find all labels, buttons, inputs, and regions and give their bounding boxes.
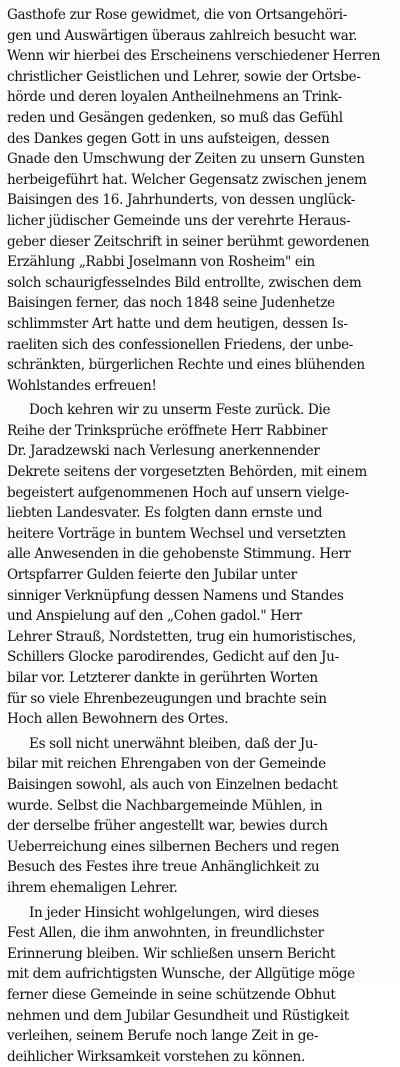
text-line: wurde. Selbst die Nachbargemeinde Mühlen, in (7, 797, 323, 814)
text-line: Baisingen sowohl, als auch von Einzelnen bedacht (7, 776, 338, 793)
text-line: Doch kehren wir zu unserm Feste zurück. Die (29, 402, 331, 419)
text-line: verleihen, seinem Berufe noch lange Zeit in ge- (7, 1028, 319, 1045)
text-line: hörde und deren loyalen Antheilnehmens an Trink- (7, 89, 342, 106)
text-line: reden und Gesängen gedenken, so muß das Gefühl (7, 109, 343, 126)
text-line: herbeigeführt hat. Welcher Gegensatz zwischen jenem (7, 171, 367, 188)
text-line: der derselbe früher angestellt war, bewies durch (7, 818, 328, 835)
text-line: heitere Vorträge in buntem Wechsel und versetzten (7, 525, 346, 542)
text-line: Erinnerung bleiben. Wir schließen unsern Bericht (7, 945, 336, 962)
text-line: bilar mit reichen Ehrengaben von der Gemeinde (7, 756, 326, 773)
text-line: Besuch des Festes ihre treue Anhänglichkeit zu (7, 859, 320, 876)
text-line: raeliten sich des confessionellen Friedens, der unbe- (7, 336, 354, 353)
text-line: christlicher Geistlichen und Lehrer, sowie der Ortsbe- (7, 68, 361, 85)
text-line: Gnade den Umschwung der Zeiten zu unsern Gunsten (7, 151, 365, 168)
text-line: Lehrer Strauß, Nordstetten, trug ein humoristisches, (7, 628, 357, 645)
text-line: solch schaurigfesselndes Bild entrollte, zwischen dem (7, 274, 362, 291)
text-line: und Anspielung auf den „Cohen gadol." Herr (7, 608, 302, 625)
text-line: deihlicher Wirksamkeit vorstehen zu können. (7, 1048, 305, 1065)
text-line: gen und Auswärtigen überaus zahlreich besucht war. (7, 27, 358, 44)
text-line: Es soll nicht unerwähnt bleiben, daß der Ju- (29, 735, 318, 752)
text-line: Gasthofe zur Rose gewidmet, die von Ortsangehöri- (7, 7, 347, 23)
article-paragraph (7, 903, 394, 1067)
text-line: Ueberreichung eines silbernen Bechers und regen (7, 838, 340, 855)
text-line: Ortspfarrer Gulden feierte den Jubilar unter (7, 567, 297, 584)
text-line: licher jüdischer Gemeinde uns der verehrte Heraus- (7, 212, 351, 229)
text-line: Dekrete seitens der vorgesetzten Behörden, mit einem (7, 464, 367, 481)
text-line: des Dankes gegen Gott in uns aufsteigen, dessen (7, 130, 330, 147)
article-text-column (7, 5, 394, 1067)
text-line: schlimmster Art hatte und dem heutigen, dessen Is- (7, 315, 348, 332)
text-line: Erzählung „Rabbi Joselmann von Rosheim" ein (7, 254, 315, 271)
text-line: für so viele Ehrenbezeugungen und brachte sein (7, 690, 327, 707)
article-paragraph (7, 5, 394, 396)
text-line: sinniger Verknüpfung dessen Namens und Standes (7, 587, 344, 604)
text-line: mit dem aufrichtigsten Wunsche, der Allgütige möge (7, 966, 355, 983)
text-line: geber dieser Zeitschrift in seiner berühmt gewordenen (7, 233, 370, 250)
text-line: bilar vor. Letzterer dankte in gerührten Worten (7, 670, 318, 686)
text-line: begeistert aufgenommenen Hoch auf unsern vielge- (7, 484, 349, 501)
text-line: Wohlstandes erfreuen! (7, 377, 157, 394)
text-line: Dr. Jaradzewski nach Verlesung anerkennender (7, 443, 320, 460)
text-line: Wenn wir hierbei des Erscheinens verschiedener Herren (7, 48, 381, 65)
text-line: Hoch allen Bewohnern des Ortes. (7, 711, 229, 728)
text-line: ferner diese Gemeinde in seine schützende Obhut (7, 986, 336, 1003)
text-line: In jeder Hinsicht wohlgelungen, wird dieses (29, 904, 319, 921)
text-line: schränkten, bürgerlichen Rechte und eines blühenden (7, 357, 365, 374)
text-line: Fest Allen, die ihm anwohnten, in freundlichster (7, 925, 324, 942)
text-line: Reihe der Trinksprüche eröffnete Herr Rabbiner (7, 422, 328, 439)
text-line: Schillers Glocke parodirendes, Gedicht auf den Ju- (7, 649, 339, 666)
article-paragraph (7, 400, 394, 730)
text-line: Baisingen des 16. Jahrhunderts, von dessen unglück- (7, 192, 356, 209)
text-line: liebten Landesvater. Es folgten dann ernste und (7, 505, 323, 522)
text-line: Baisingen ferner, das noch 1848 seine Judenhetze (7, 295, 335, 312)
text-line: ihrem ehemaligen Lehrer. (7, 879, 178, 896)
article-paragraph (7, 734, 394, 899)
text-line: alle Anwesenden in die gehobenste Stimmung. Herr (7, 546, 351, 563)
text-line: nehmen und dem Jubilar Gesundheit und Rüstigkeit (7, 1007, 349, 1024)
